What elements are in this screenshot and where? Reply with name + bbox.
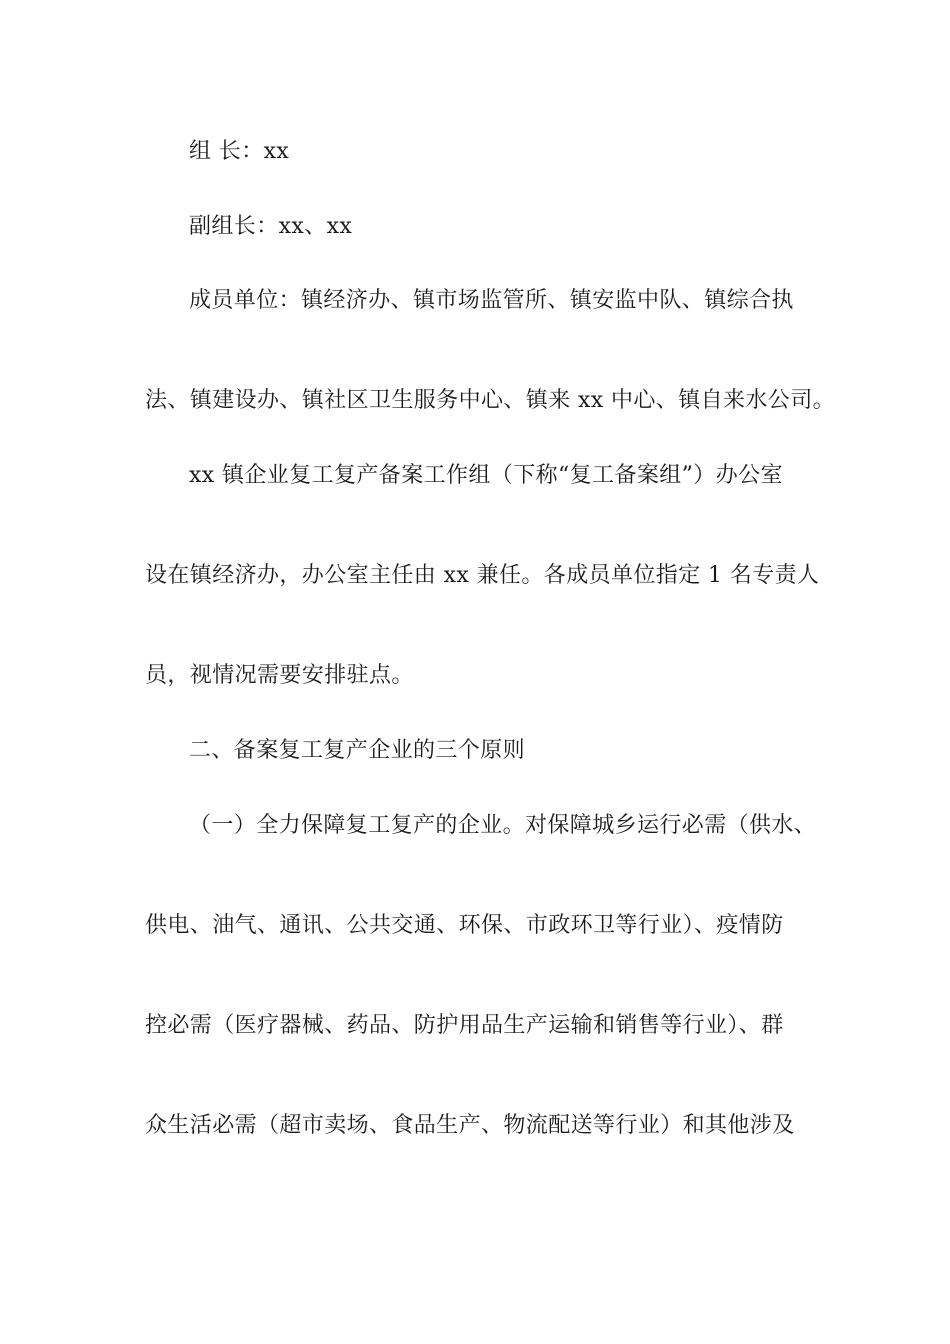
office-location-line: 设在镇经济办，办公室主任由 xx 兼任。各成员单位指定 1 名专责人 [145,563,820,588]
member-units-continued-line: 法、镇建设办、镇社区卫生服务中心、镇来 xx 中心、镇自来水公司。 [145,388,836,413]
principle-one-continued-line-1: 供电、油气、通讯、公共交通、环保、市政环卫等行业）、疫情防 [145,913,784,938]
deputy-leader-line: 副组长：xx、xx [189,214,353,239]
section-heading: 二、备案复工复产企业的三个原则 [189,738,526,763]
staffing-note-line: 员，视情况需要安排驻点。 [145,663,414,688]
group-leader-line: 组 长：xx [189,139,290,164]
principle-one-continued-line-2: 控必需（医疗器械、药品、防护用品生产运输和销售等行业）、群 [145,1013,784,1038]
principle-one-line: （一）全力保障复工复产的企业。对保障城乡运行必需（供水、 [189,813,817,838]
principle-one-continued-line-3: 众生活必需（超市卖场、食品生产、物流配送等行业）和其他涉及 [145,1113,795,1138]
office-setup-line: xx 镇企业复工复产备案工作组（下称“复工备案组”）办公室 [189,463,783,488]
member-units-line: 成员单位：镇经济办、镇市场监管所、镇安监中队、镇综合执 [189,288,794,313]
